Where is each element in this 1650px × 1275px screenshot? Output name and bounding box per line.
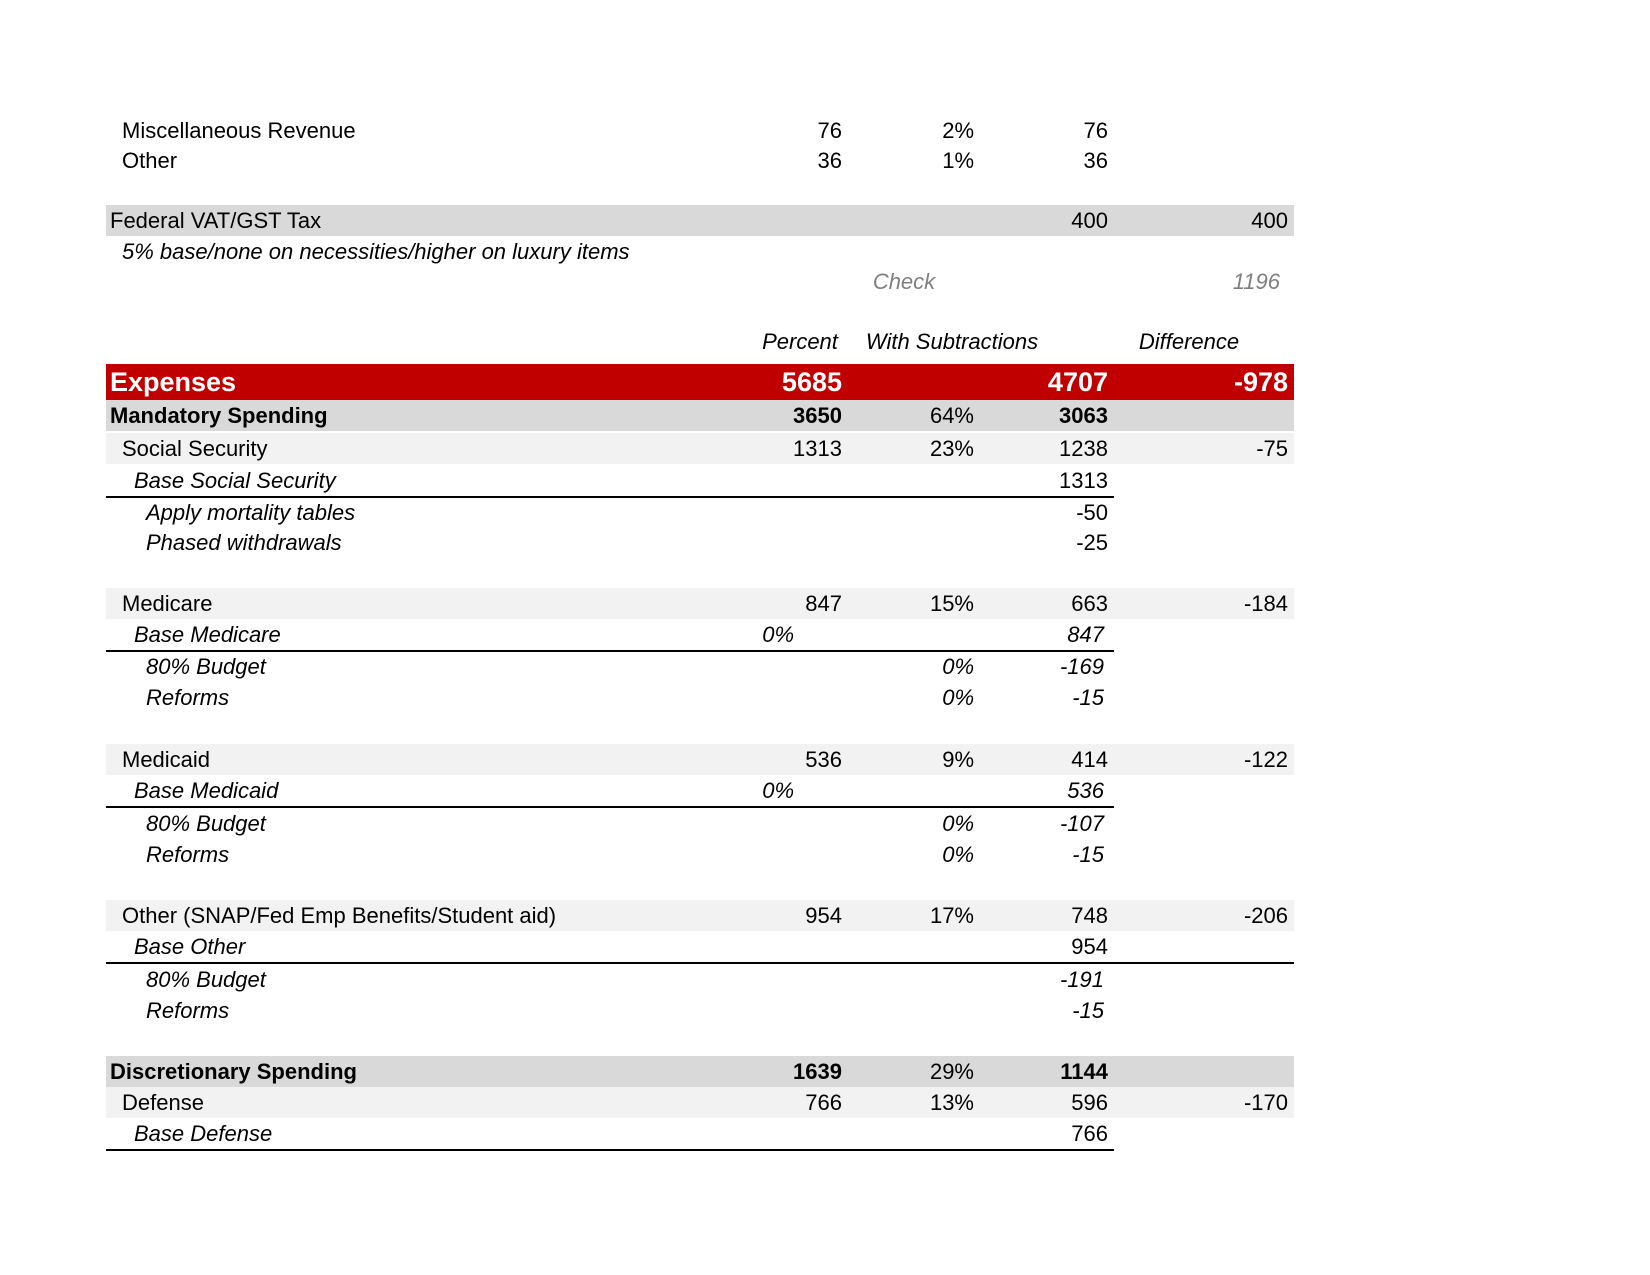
row-social-security — [106, 433, 1294, 464]
row-label: Social Security — [122, 436, 268, 461]
row-label: Base Social Security — [134, 468, 336, 493]
with-subtractions-cell: -15 — [1072, 998, 1104, 1023]
amount-cell: 36 — [817, 148, 842, 173]
percent-cell: 0% — [762, 778, 794, 803]
percent-cell: 13% — [929, 1090, 974, 1115]
amount-cell: 3650 — [793, 403, 842, 428]
percent-cell: 23% — [929, 436, 974, 461]
header-with-subtractions: With Subtractions — [865, 329, 1039, 354]
row-label: Reforms — [146, 998, 230, 1023]
with-subtractions-cell: 3063 — [1059, 403, 1108, 428]
amount-cell: 847 — [805, 591, 842, 616]
difference-cell: -184 — [1243, 591, 1288, 616]
row-label: 80% Budget — [146, 967, 266, 992]
row-medicaid-reforms — [106, 839, 1294, 870]
row-vat-note — [106, 236, 1294, 267]
row-other-mandatory — [106, 900, 1294, 931]
row-label: Federal VAT/GST Tax — [110, 208, 322, 233]
row-label: Base Medicaid — [134, 778, 279, 803]
with-subtractions-cell: 1144 — [1060, 1059, 1108, 1084]
amount-cell: 766 — [805, 1090, 842, 1115]
with-subtractions-cell: 596 — [1071, 1090, 1108, 1115]
row-base-other — [106, 931, 1294, 964]
row-label: Reforms — [146, 842, 230, 867]
row-phased-withdrawals — [106, 527, 1294, 558]
percent-cell: 29% — [929, 1059, 974, 1084]
with-subtractions-cell: 536 — [1067, 778, 1104, 803]
row-miscellaneous-revenue — [106, 115, 1294, 146]
row-base-medicare — [106, 619, 1114, 652]
with-subtractions-cell: -15 — [1072, 842, 1104, 867]
row-medicaid — [106, 744, 1294, 775]
with-subtractions-cell: -15 — [1072, 685, 1104, 710]
row-defense — [106, 1087, 1294, 1118]
percent-cell: 15% — [929, 591, 974, 616]
row-base-medicaid — [106, 775, 1114, 808]
row-label: Miscellaneous Revenue — [122, 118, 356, 143]
header-difference: Difference — [1138, 329, 1240, 354]
row-label: Expenses — [110, 367, 237, 397]
row-label: Mandatory Spending — [110, 403, 328, 428]
difference-cell: -206 — [1243, 903, 1288, 928]
row-apply-mortality-tables — [106, 497, 1294, 528]
row-medicare-80-budget — [106, 651, 1294, 682]
with-subtractions-cell: -25 — [1076, 530, 1108, 555]
percent-cell: 2% — [942, 118, 974, 143]
amount-cell: 76 — [817, 118, 842, 143]
row-label: Reforms — [146, 685, 230, 710]
with-subtractions-cell: 1238 — [1059, 436, 1108, 461]
row-federal-vat — [106, 205, 1294, 236]
with-subtractions-cell: 766 — [1071, 1121, 1108, 1146]
with-subtractions-cell: -107 — [1059, 811, 1104, 836]
row-label: 80% Budget — [146, 654, 266, 679]
amount-cell: 1639 — [793, 1059, 842, 1084]
check-label: Check — [872, 269, 936, 294]
percent-cell: 0% — [942, 842, 974, 867]
percent-cell: 0% — [942, 654, 974, 679]
row-medicaid-80-budget — [106, 808, 1294, 839]
difference-cell: -170 — [1243, 1090, 1288, 1115]
amount-cell: 536 — [805, 747, 842, 772]
row-base-social-security — [106, 465, 1114, 498]
with-subtractions-cell: 748 — [1071, 903, 1108, 928]
row-mandatory-spending — [106, 400, 1294, 431]
percent-cell: 0% — [762, 622, 794, 647]
row-label: Base Other — [134, 934, 246, 959]
row-discretionary-spending — [106, 1056, 1294, 1087]
row-other-reforms — [106, 995, 1294, 1026]
with-subtractions-cell: 414 — [1071, 747, 1108, 772]
row-medicare — [106, 588, 1294, 619]
with-subtractions-cell: 400 — [1071, 208, 1108, 233]
header-percent: Percent — [762, 329, 838, 354]
row-other-80-budget — [106, 964, 1294, 995]
with-subtractions-cell: 663 — [1071, 591, 1108, 616]
row-label: Apply mortality tables — [146, 500, 356, 525]
percent-cell: 0% — [942, 811, 974, 836]
percent-cell: 17% — [929, 903, 974, 928]
row-label: Medicare — [122, 591, 213, 616]
amount-cell: 954 — [805, 903, 842, 928]
with-subtractions-cell: 1313 — [1059, 468, 1108, 493]
with-subtractions-cell: 76 — [1083, 118, 1108, 143]
row-label: Phased withdrawals — [146, 530, 342, 555]
row-base-defense — [106, 1118, 1114, 1151]
percent-cell: 9% — [942, 747, 974, 772]
row-label: 80% Budget — [146, 811, 266, 836]
difference-cell: -75 — [1256, 436, 1288, 461]
percent-cell: 64% — [929, 403, 974, 428]
row-label: Base Medicare — [134, 622, 281, 647]
with-subtractions-cell: 954 — [1071, 934, 1108, 959]
with-subtractions-cell: 4707 — [1047, 367, 1108, 397]
row-label: Other (SNAP/Fed Emp Benefits/Student aid) — [122, 903, 557, 928]
row-medicare-reforms — [106, 682, 1294, 713]
amount-cell: 1313 — [793, 436, 842, 461]
row-label: Discretionary Spending — [110, 1059, 357, 1084]
with-subtractions-cell: -50 — [1076, 500, 1108, 525]
row-label: Medicaid — [122, 747, 211, 772]
with-subtractions-cell: 36 — [1083, 148, 1108, 173]
row-check — [106, 266, 1294, 297]
amount-cell: 5685 — [781, 367, 842, 397]
check-value: 1196 — [1232, 269, 1280, 294]
row-other-revenue — [106, 145, 1294, 176]
with-subtractions-cell: -169 — [1059, 654, 1104, 679]
with-subtractions-cell: -191 — [1059, 967, 1104, 992]
column-headers — [106, 326, 1294, 357]
percent-cell: 0% — [942, 685, 974, 710]
row-label: Base Defense — [134, 1121, 273, 1146]
row-expenses — [106, 364, 1294, 400]
row-label: Defense — [122, 1090, 204, 1115]
row-label: Other — [122, 148, 178, 173]
difference-cell: -978 — [1233, 367, 1288, 397]
with-subtractions-cell: 847 — [1067, 622, 1104, 647]
vat-note: 5% base/none on necessities/higher on luxury items — [122, 239, 630, 264]
difference-cell: -122 — [1243, 747, 1288, 772]
difference-cell: 400 — [1251, 208, 1288, 233]
percent-cell: 1% — [942, 148, 974, 173]
